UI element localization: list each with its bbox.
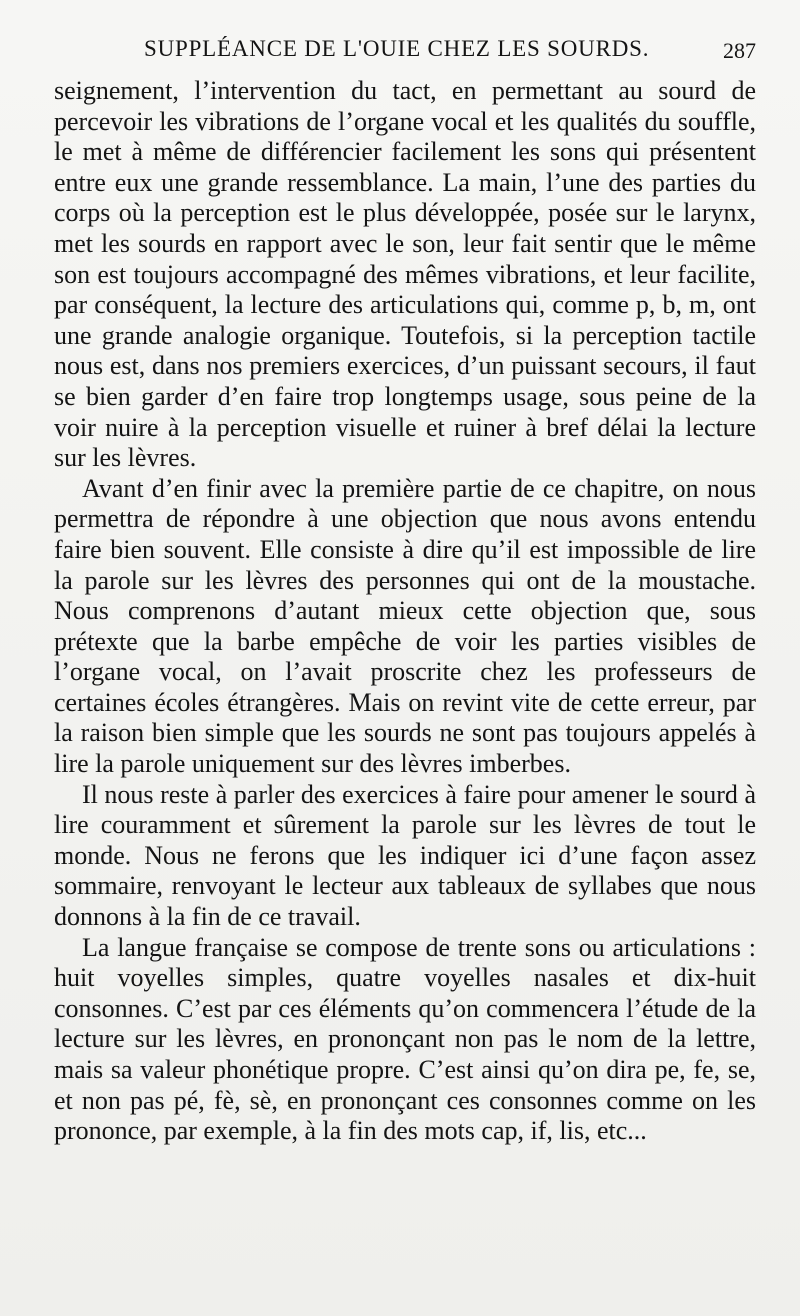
running-head: SUPPLÉANCE DE L'OUIE CHEZ LES SOURDS. [144,36,650,61]
paragraph-3: Il nous reste à parler des exercices à faire pour amener le sourd à lire couramment et sûrement la parole sur les lèvres de tout le monde. Nous ne ferons que les indiquer ici d’une façon assez sommaire, renvoyant le lecteur aux tableaux de syllabes que nous donnons à la fin de ce travail. [54,779,756,932]
body-text [54,76,756,1147]
paragraph-2: Avant d’en finir avec la première partie de ce chapitre, on nous permettra de répondre à une objection que nous avons entendu faire bien souvent. Elle consiste à dire qu’il est impossible de lire la parole sur les lèvres des personnes qui ont de la moustache. Nous comprenons d’autant mieux cette objection que, sous prétexte que la barbe empêche de voir les parties visibles de l’organe vocal, on l’avait proscrite chez les professeurs de certaines écoles étrangères. Mais on revint vite de cette erreur, par la raison bien simple que les sourds ne sont pas toujours appelés à lire la parole uniquement sur des lèvres imberbes. [54,473,756,779]
page-header [54,32,756,76]
paragraph-1: seignement, l’intervention du tact, en permettant au sourd de percevoir les vibrations de l’organe vocal et les qualités du souffle, le met à même de différencier facilement les sons qui présentent entre eux une grande ressemblance. La main, l’une des parties du corps où la perception est le plus développée, posée sur le larynx, met les sourds en rapport avec le son, leur fait sentir que le même son est toujours accompagné des mêmes vibrations, et leur facilite, par conséquent, la lecture des articulations qui, comme p, b, m, ont une grande analogie organique. Toutefois, si la perception tactile nous est, dans nos premiers exercices, d’un puissant secours, il faut se bien garder d’en faire trop longtemps usage, sous peine de la voir nuire à la perception visuelle et ruiner à bref délai la lecture sur les lèvres. [54,76,756,473]
page-number: 287 [723,38,756,63]
paragraph-4: La langue française se compose de trente sons ou articulations : huit voyelles simples, quatre voyelles nasales et dix-huit consonnes. C’est par ces éléments qu’on commencera l’étude de la lecture sur les lèvres, en prononçant non pas le nom de la lettre, mais sa valeur phonétique propre. C’est ainsi qu’on dira pe, fe, se, et non pas pé, fè, sè, en prononçant ces consonnes comme on les prononce, par exemple, à la fin des mots cap, if, lis, etc... [54,932,756,1146]
